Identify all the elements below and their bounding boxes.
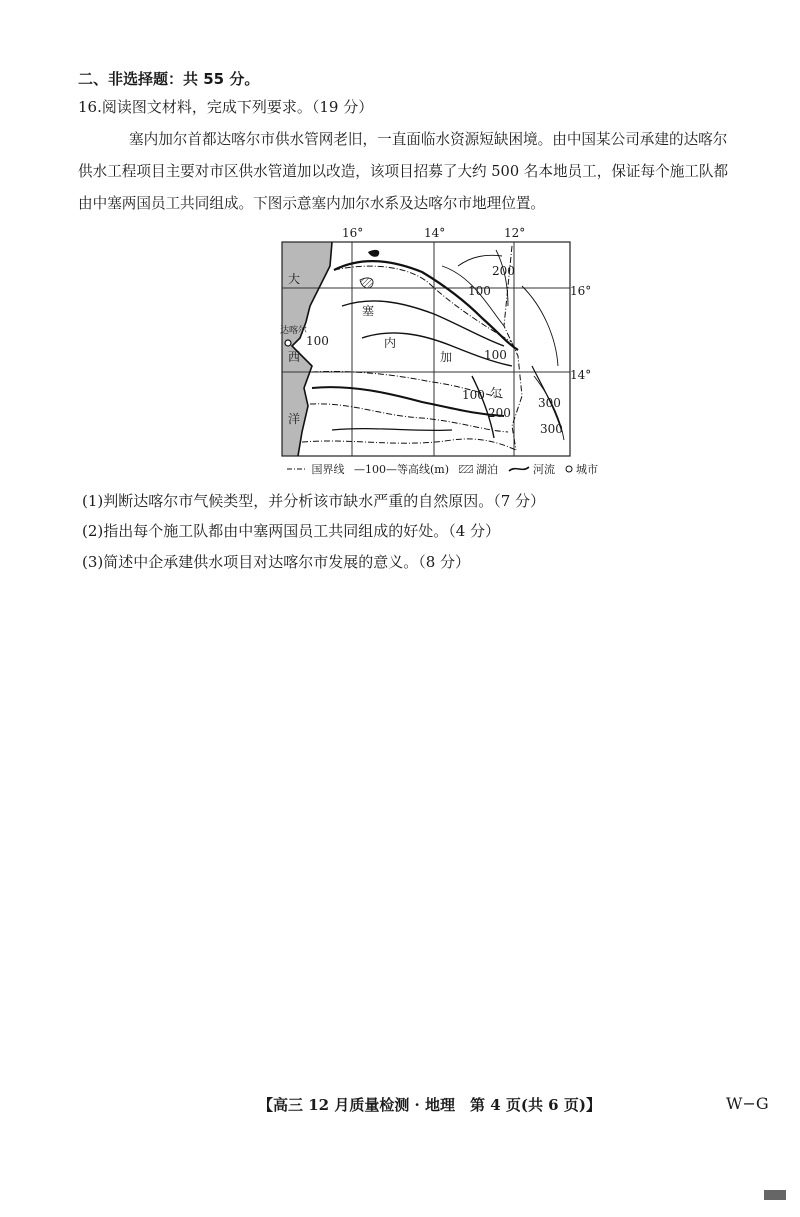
city-label: 达喀尔: [280, 326, 308, 336]
senegal-map-drawing: [272, 226, 592, 486]
contour-label: 100: [462, 388, 485, 402]
ocean-label-3: 洋: [288, 412, 301, 426]
lon-label-14: 14°: [424, 226, 446, 240]
senegal-map: [272, 226, 592, 486]
country-label-4: 尔: [490, 386, 503, 400]
dakar-city-marker: [285, 340, 291, 346]
contour-label: 300: [540, 422, 563, 436]
legend-lake: 湖泊: [476, 463, 499, 476]
contour-label: 300: [538, 396, 561, 410]
material-line-1: 塞内加尔首都达喀尔市供水管网老旧，一直面临水资源短缺困境。由中国某公司承建的达喀尔: [129, 131, 728, 148]
country-label-2: 内: [384, 336, 397, 350]
subquestion-2: (2)指出每个施工队都由中塞两国员工共同组成的好处。（4 分）: [82, 522, 501, 540]
city-legend-icon: [565, 463, 573, 476]
southern-border: [302, 439, 516, 450]
lat-label-16: 16°: [570, 284, 592, 298]
country-label-1: 塞: [362, 304, 375, 318]
ocean-label-2: 西: [288, 350, 301, 364]
gambia-border-south: [310, 404, 508, 432]
contour-label: 200: [488, 406, 511, 420]
section-heading: 二、非选择题：共 55 分。: [78, 70, 260, 88]
ocean-label-1: 大: [288, 272, 301, 286]
contour-label: 200: [492, 264, 515, 278]
paper-code: W−G: [726, 1094, 769, 1113]
watermark-qr-icon: [764, 1190, 786, 1200]
question-intro: [78, 96, 373, 118]
country-label-3: 加: [440, 350, 453, 364]
subquestion-3: (3)简述中企承建供水项目对达喀尔市发展的意义。（8 分）: [82, 553, 471, 571]
northern-border: [334, 266, 512, 342]
small-lake: [368, 250, 379, 257]
question-intro-text: 阅读图文材料，完成下列要求。（19 分）: [101, 98, 374, 116]
border-legend-icon: [286, 463, 308, 476]
legend-border: 国界线: [311, 463, 345, 476]
map-legend: [286, 461, 598, 477]
material-line-2: 供水工程项目主要对市区供水管道加以改造，该项目招募了大约 500 名本地员工，保证每个施工队都: [78, 163, 729, 180]
river-legend-icon: [508, 463, 530, 476]
contour-label: 100: [484, 348, 507, 362]
question-number: 16.: [78, 98, 102, 116]
legend-contour: —100—等高线(m): [354, 463, 450, 476]
legend-city: 城市: [576, 463, 599, 476]
lat-label-14: 14°: [570, 368, 592, 382]
lake-guiers: [360, 278, 373, 288]
material-line-3: 由中塞两国员工共同组成。下图示意塞内加尔水系及达喀尔市地理位置。: [78, 195, 546, 212]
lon-label-12: 12°: [504, 226, 526, 240]
lon-label-16: 16°: [342, 226, 364, 240]
contour-2: [496, 250, 508, 306]
lake-legend-icon: [459, 463, 473, 476]
page-footer: 【高三 12 月质量检测 · 地理 第 4 页(共 6 页)】: [258, 1096, 601, 1114]
contour-label: 100: [306, 334, 329, 348]
subquestion-1: (1)判断达喀尔市气候类型，并分析该市缺水严重的自然原因。（7 分）: [82, 492, 546, 510]
contour-label: 100: [468, 284, 491, 298]
contour-3: [522, 286, 558, 366]
legend-river: 河流: [533, 463, 556, 476]
